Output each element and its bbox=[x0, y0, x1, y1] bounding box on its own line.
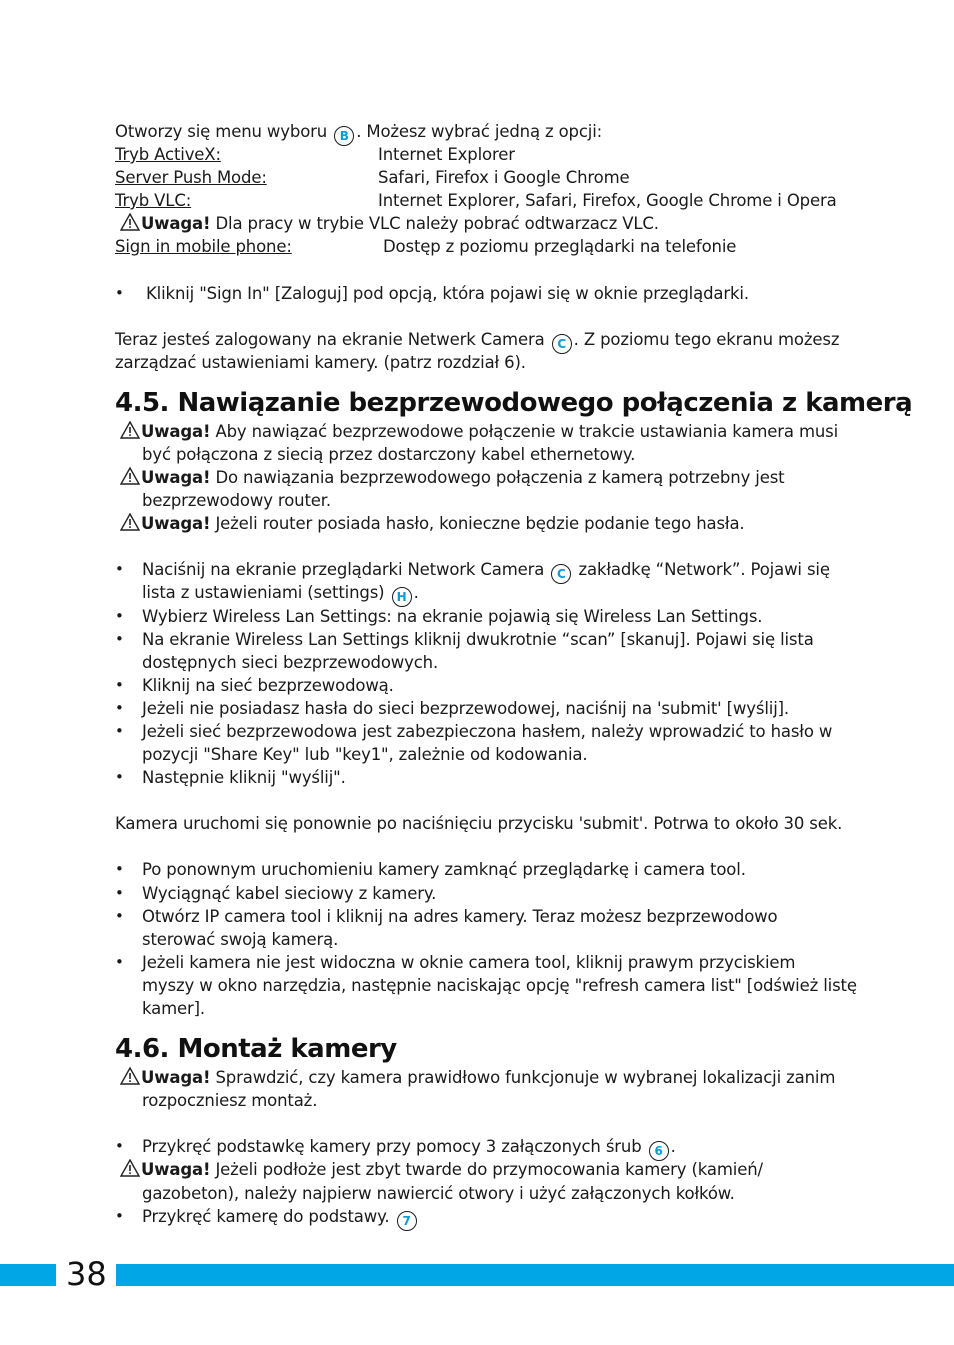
warning-text: Sprawdzić, czy kamera prawidłowo funkcjonuje w wybranej lokalizacji zanim bbox=[210, 1068, 836, 1087]
mount-warning-2 bbox=[120, 1158, 763, 1181]
warning-label: Uwaga! bbox=[141, 1068, 211, 1087]
warning-2 bbox=[120, 466, 784, 489]
warning-label: Uwaga! bbox=[141, 468, 211, 487]
step-open-tool: Otwórz IP camera tool i kliknij na adres kamery. Teraz możesz bezprzewodowo bbox=[142, 907, 778, 926]
bullet-mark: • bbox=[115, 607, 124, 625]
warning-icon bbox=[120, 213, 140, 231]
step-text: . bbox=[670, 1137, 676, 1156]
bullet-mark: • bbox=[115, 699, 124, 717]
bullet-mark: • bbox=[115, 953, 124, 971]
callout-7: 7 bbox=[397, 1211, 417, 1231]
option-value: Internet Explorer, Safari, Firefox, Google Chrome i Opera bbox=[378, 191, 837, 210]
step-close-browser: Po ponownym uruchomieniu kamery zamknąć przeglądarkę i camera tool. bbox=[142, 860, 746, 879]
warning-2-cont: bezprzewodowy router. bbox=[142, 491, 331, 510]
option-label: Server Push Mode: bbox=[115, 168, 267, 187]
step-wireless-settings: Wybierz Wireless Lan Settings: na ekranie pojawią się Wireless Lan Settings. bbox=[142, 607, 763, 626]
warning-3 bbox=[120, 512, 745, 535]
logged-in-text-c: zarządzać ustawieniami kamery. (patrz rozdział 6). bbox=[115, 353, 526, 372]
step-text: Naciśnij na ekranie przeglądarki Network Camera bbox=[142, 560, 545, 579]
logged-in-text-a: Teraz jesteś zalogowany na ekranie Netwerk Camera bbox=[115, 330, 545, 349]
step-select-network: Kliknij na sieć bezprzewodową. bbox=[142, 676, 394, 695]
callout-h: H bbox=[392, 587, 412, 607]
step-unplug-cable: Wyciągnąć kabel sieciowy z kamery. bbox=[142, 884, 437, 903]
section-heading-4-5: 4.5. Nawiązanie bezprzewodowego połączenia z kamerą bbox=[115, 388, 913, 418]
option-label: Tryb VLC: bbox=[115, 191, 192, 210]
warning-icon bbox=[120, 513, 140, 531]
sign-in-instruction: Kliknij "Sign In" [Zaloguj] pod opcją, która pojawi się w oknie przeglądarki. bbox=[146, 284, 749, 303]
warning-label: Uwaga! bbox=[141, 422, 211, 441]
step-refresh-list-end: kamer]. bbox=[142, 999, 206, 1018]
step-refresh-list-cont: myszy w okno narzędzia, następnie naciskając opcję "refresh camera list" [odśwież listę bbox=[142, 976, 857, 995]
bullet-mark: • bbox=[115, 1137, 124, 1155]
bullet-mark: • bbox=[115, 768, 124, 786]
option-value: Safari, Firefox i Google Chrome bbox=[378, 168, 630, 187]
option-label: Tryb ActiveX: bbox=[115, 145, 221, 164]
warning-label: Uwaga! bbox=[141, 514, 211, 533]
warning-icon bbox=[120, 1067, 140, 1085]
step-scan-cont: dostępnych sieci bezprzewodowych. bbox=[142, 653, 439, 672]
step-scan: Na ekranie Wireless Lan Settings kliknij dwukrotnie “scan” [skanuj]. Pojawi się lista bbox=[142, 630, 814, 649]
menu-intro-text: Otworzy się menu wyboru bbox=[115, 122, 328, 141]
warning-label: Uwaga! bbox=[141, 1160, 211, 1179]
step-text: Przykręć podstawkę kamery przy pomocy 3 załączonych śrub bbox=[142, 1137, 642, 1156]
bullet-mark: • bbox=[115, 722, 124, 740]
bullet-mark: • bbox=[115, 676, 124, 694]
warning-icon bbox=[120, 467, 140, 485]
step-attach-camera bbox=[142, 1205, 419, 1231]
step-submit: Następnie kliknij "wyślij". bbox=[142, 768, 346, 787]
bullet-mark: • bbox=[115, 284, 124, 302]
step-text: Przykręć kamerę do podstawy. bbox=[142, 1207, 390, 1226]
menu-intro-text-end: . Możesz wybrać jedną z opcji: bbox=[356, 122, 603, 141]
warning-icon bbox=[120, 421, 140, 439]
bullet-mark: • bbox=[115, 1207, 124, 1225]
callout-c: C bbox=[552, 334, 572, 354]
bullet-mark: • bbox=[115, 560, 124, 578]
mount-warning-1 bbox=[120, 1066, 835, 1089]
warning-text: Jeżeli podłoże jest zbyt twarde do przymocowania kamery (kamień/ bbox=[210, 1160, 763, 1179]
warning-1 bbox=[120, 420, 838, 443]
mobile-value: Dostęp z poziomu przeglądarki na telefonie bbox=[383, 237, 737, 256]
mount-warning-2-cont: gazobeton), należy najpierw nawiercić otwory i użyć załączonych kołków. bbox=[142, 1184, 735, 1203]
warning-text: Do nawiązania bezprzewodowego połączenia z kamerą potrzebny jest bbox=[210, 468, 785, 487]
warning-1-cont: być połączona z siecią przez dostarczony kabel ethernetowy. bbox=[142, 445, 636, 464]
warning-text: Dla pracy w trybie VLC należy pobrać odtwarzacz VLC. bbox=[210, 214, 659, 233]
callout-6: 6 bbox=[649, 1141, 669, 1161]
warning-label: Uwaga! bbox=[141, 214, 211, 233]
step-refresh-list: Jeżeli kamera nie jest widoczna w oknie camera tool, kliknij prawym przyciskiem bbox=[142, 953, 796, 972]
step-text: zakładkę “Network”. Pojawi się bbox=[578, 560, 830, 579]
callout-c: C bbox=[551, 564, 571, 584]
logged-in-text-b: . Z poziomu tego ekranu możesz bbox=[573, 330, 840, 349]
bullet-mark: • bbox=[115, 884, 124, 902]
bullet-mark: • bbox=[115, 860, 124, 878]
step-open-tool-cont: sterować swoją kamerą. bbox=[142, 930, 339, 949]
warning-icon bbox=[120, 1159, 140, 1177]
step-password-cont: pozycji "Share Key" lub "key1", zależnie od kodowania. bbox=[142, 745, 588, 764]
footer-bar bbox=[0, 1264, 954, 1286]
warning-text: Aby nawiązać bezprzewodowe połączenie w trakcie ustawiania kamera musi bbox=[210, 422, 839, 441]
step-no-password: Jeżeli nie posiadasz hasła do sieci bezprzewodowej, naciśnij na 'submit' [wyślij]. bbox=[142, 699, 790, 718]
callout-b: B bbox=[334, 126, 354, 146]
mount-warning-1-cont: rozpoczniesz montaż. bbox=[142, 1091, 318, 1110]
bullet-mark: • bbox=[115, 630, 124, 648]
step-password: Jeżeli sieć bezprzewodowa jest zabezpieczona hasłem, należy wprowadzić to hasło w bbox=[142, 722, 833, 741]
section-heading-4-6: 4.6. Montaż kamery bbox=[115, 1034, 397, 1064]
page-number: 38 bbox=[66, 1255, 107, 1293]
restart-note: Kamera uruchomi się ponownie po naciśnięciu przycisku 'submit'. Potrwa to około 30 sek. bbox=[115, 814, 843, 833]
step-text: lista z ustawieniami (settings) bbox=[142, 583, 385, 602]
step-network-tab-cont bbox=[142, 581, 419, 607]
bullet-mark: • bbox=[115, 907, 124, 925]
step-text: . bbox=[413, 583, 419, 602]
option-value: Internet Explorer bbox=[378, 145, 515, 164]
warning-text: Jeżeli router posiada hasło, konieczne będzie podanie tego hasła. bbox=[210, 514, 745, 533]
mobile-label: Sign in mobile phone: bbox=[115, 237, 292, 256]
vlc-warning bbox=[120, 212, 659, 235]
